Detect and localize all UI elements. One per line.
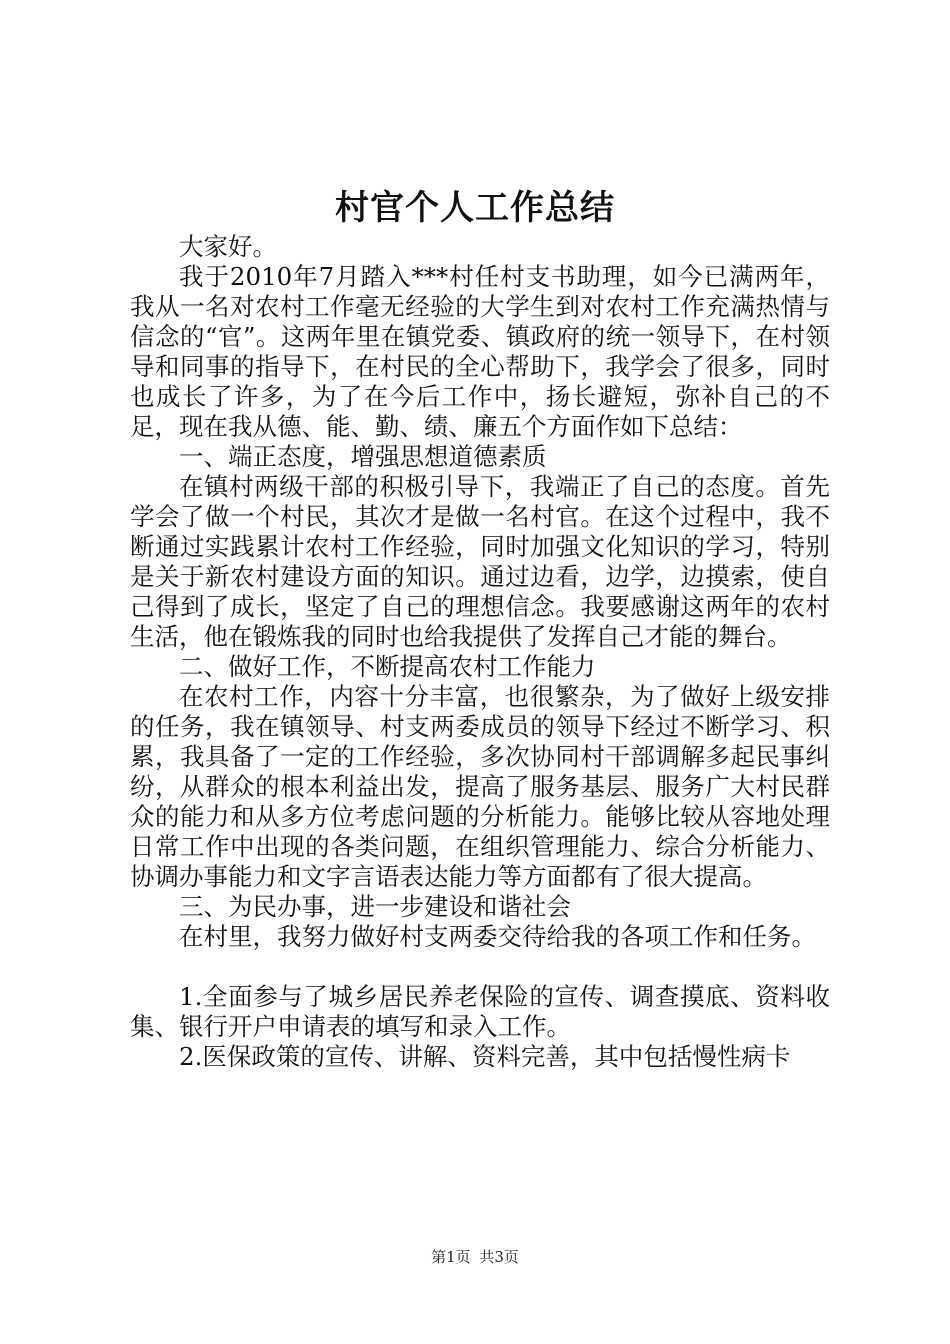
- page-footer: [0, 1247, 950, 1267]
- section-heading-2: 二、做好工作，不断提高农村工作能力: [179, 652, 596, 681]
- paragraph-section-2: 在农村工作，内容十分丰富，也很繁杂，为了做好上级安排的任务，我在镇领导、村支两委成员的领导下经过不断学习、积累，我具备了一定的工作经验，多次协同村干部调解多起民事纠纷，从群众的根本利益出发，提高了服务基层、服务广大村民群众的能力和从多方位考虑问题的分析能力。能够比较从容地处理日常工作中出现的各类问题，在组织管理能力、综合分析能力、协调办事能力和文字言语表达能力等方面都有了很大提高。: [130, 682, 830, 891]
- list-item-1: 1.全面参与了城乡居民养老保险的宣传、调查摸底、资料收集、银行开户申请表的填写和录入工作。: [130, 982, 830, 1041]
- page-total: 共3页: [479, 1248, 519, 1266]
- paragraph-section-1: 在镇村两级干部的积极引导下，我端正了自己的态度。首先学会了做一个村民，其次才是做一名村官。在这个过程中，我不断通过实践累计农村工作经验，同时加强文化知识的学习，特别是关于新农村建设方面的知识。通过边看，边学，边摸索，使自己得到了成长，坚定了自己的理想信念。我要感谢这两年的农村生活，他在锻炼我的同时也给我提供了发挥自己才能的舞台。: [130, 472, 830, 651]
- page-number: 第1页: [431, 1248, 471, 1266]
- paragraph-intro: 我于2010年7月踏入***村任村支书助理，如今已满两年，我从一名对农村工作毫无经验的大学生到对农村工作充满热情与信念的“官”。这两年里在镇党委、镇政府的统一领导下，在村领导和同事的指导下，在村民的全心帮助下，我学会了很多，同时也成长了许多，为了在今后工作中，扬长避短，弥补自己的不足，现在我从德、能、勤、绩、廉五个方面作如下总结：: [130, 262, 830, 441]
- list-item-2: 2.医保政策的宣传、讲解、资料完善，其中包括慢性病卡: [179, 1042, 791, 1071]
- document-body: [130, 232, 830, 1072]
- paragraph-greeting: 大家好。: [179, 232, 277, 261]
- section-heading-1: 一、端正态度，增强思想道德素质: [179, 442, 547, 471]
- document-title: 村官个人工作总结: [335, 188, 615, 228]
- paragraph-section-3: 在村里，我努力做好村支两委交待给我的各项工作和任务。: [179, 922, 816, 951]
- section-heading-3: 三、为民办事，进一步建设和谐社会: [179, 892, 571, 921]
